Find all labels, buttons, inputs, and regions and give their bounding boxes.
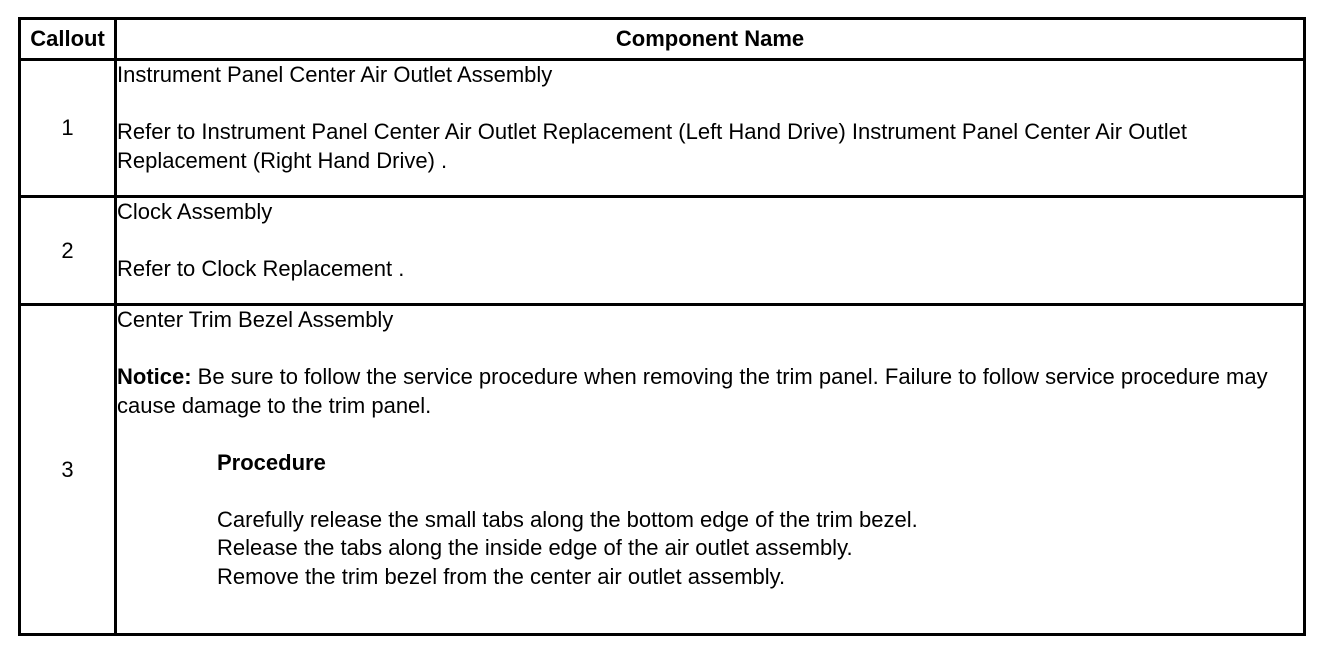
component-cell: [116, 197, 1305, 305]
procedure-heading: Procedure: [217, 449, 326, 475]
component-cell: [116, 305, 1305, 635]
reference-link[interactable]: Refer to Instrument Panel Center Air Outlet Replacement (Left Hand Drive) Instrument Panel Center Air Outlet Replacement (Right Hand Drive) .: [117, 119, 1187, 173]
reference-link[interactable]: Refer to Clock Replacement .: [117, 256, 405, 281]
notice-label: Notice:: [117, 364, 192, 389]
callout-number: 2: [20, 197, 116, 305]
component-name: Instrument Panel Center Air Outlet Assembly: [117, 62, 553, 87]
component-table: [18, 17, 1306, 636]
notice-text: [117, 363, 1303, 420]
callout-number: 1: [20, 60, 116, 197]
header-row: [20, 19, 1305, 60]
header-component-name: Component Name: [116, 19, 1305, 60]
component-name: Clock Assembly: [117, 199, 273, 224]
header-callout: Callout: [20, 19, 116, 60]
procedure-step: Carefully release the small tabs along the bottom edge of the trim bezel.: [217, 506, 918, 532]
table-row: [20, 197, 1305, 305]
component-name: Center Trim Bezel Assembly: [117, 307, 394, 332]
procedure-step: Remove the trim bezel from the center air outlet assembly.: [217, 563, 786, 589]
table-row: [20, 60, 1305, 197]
callout-number: 3: [20, 305, 116, 635]
procedure-step: Release the tabs along the inside edge of the air outlet assembly.: [217, 535, 853, 560]
table-row: [20, 305, 1305, 635]
notice-body: Be sure to follow the service procedure when removing the trim panel. Failure to follow service procedure may cause damage to the trim panel.: [117, 364, 1268, 418]
component-cell: [116, 60, 1305, 197]
